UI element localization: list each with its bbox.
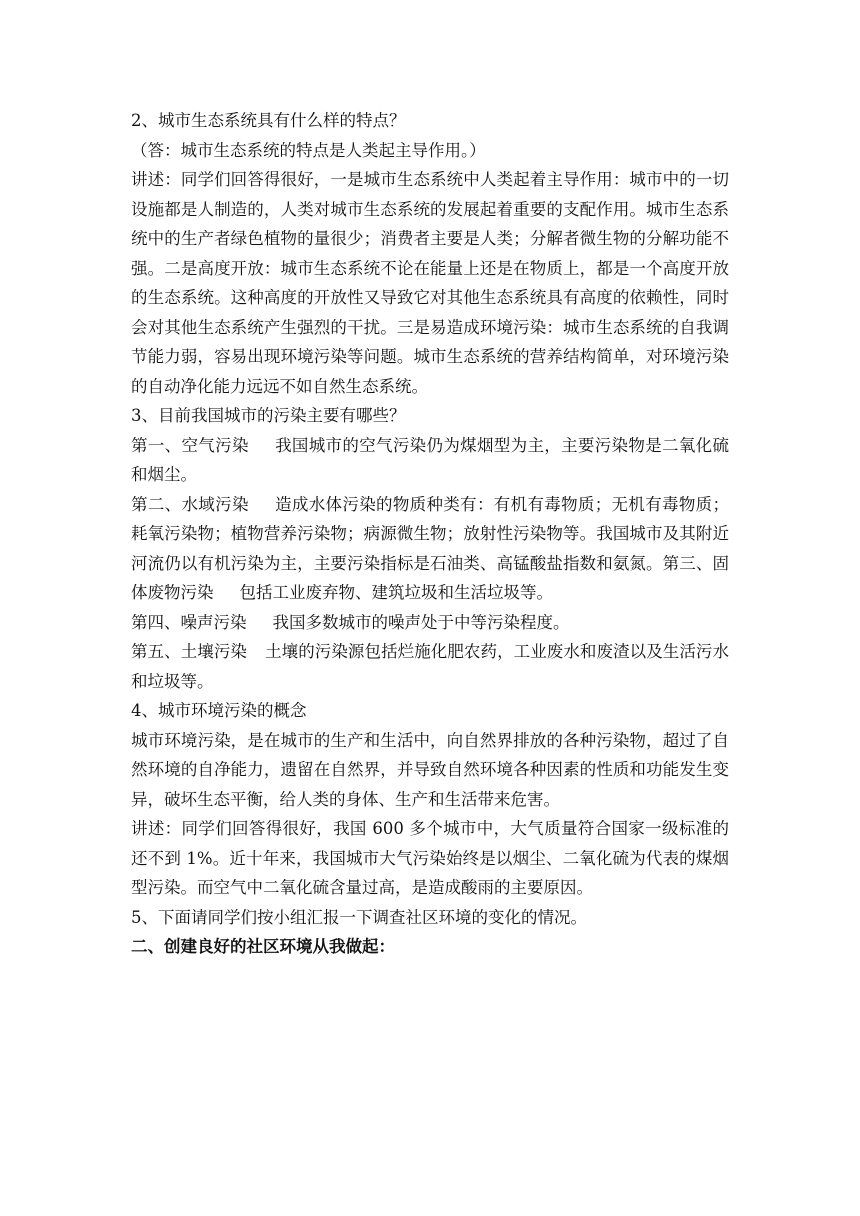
pollution-label-air: 第一、空气污染 bbox=[131, 435, 249, 455]
question-3-title: 3、目前我国城市的污染主要有哪些？ bbox=[131, 406, 406, 425]
pollution-label-water: 第二、水域污染 bbox=[131, 494, 249, 514]
pollution-item-water bbox=[131, 490, 729, 608]
pollution-text-noise: 我国多数城市的噪声处于中等污染程度。 bbox=[272, 612, 570, 632]
pollution-text-air: 我国城市的空气污染仍为煤烟型为主，主要污染物是二氧化硫和烟尘。 bbox=[131, 435, 730, 484]
pollution-label-noise: 第四、噪声污染 bbox=[131, 612, 247, 632]
pollution-label-soil: 第五、土壤污染 bbox=[131, 642, 247, 661]
question-5-title: 5、下面请同学们按小组汇报一下调查社区环境的变化的情况。 bbox=[131, 907, 587, 927]
pollution-text-soil: 土壤的污染源包括烂施化肥农药，工业废水和废渣以及生活污水和垃圾等。 bbox=[131, 642, 729, 691]
question-4-definition: 城市环境污染，是在城市的生产和生活中，向自然界排放的各种污染物，超过了自然环境的自净能力，遗留在自然界，并导致自然环境各种因素的性质和功能发生变异，破坏生态平衡，给人类的身体、生产和生活带来危害。 bbox=[131, 730, 729, 809]
document-page bbox=[131, 106, 729, 962]
pollution-text-solid-waste: 包括工业废弃物、建筑垃圾和生活垃圾等。 bbox=[239, 583, 553, 602]
pollution-item-soil bbox=[131, 637, 729, 696]
section-2-heading: 二、创建良好的社区环境从我做起： bbox=[131, 937, 395, 956]
pollution-item-noise bbox=[131, 608, 729, 638]
question-2-answer: （答：城市生态系统的特点是人类起主导作用。） bbox=[131, 140, 486, 160]
pollution-text-water: 造成水体污染的物质种类有：有机有毒物质；无机有毒物质；耗氧污染物；植物营养污染物；病源微生物；放射性污染物等。我国城市及其附近河流仍以有机污染为主，主要污染指标是石油类、高锰酸盐指数和氨氮。第三、固体废物污染 bbox=[131, 494, 730, 602]
pollution-item-air bbox=[131, 431, 729, 490]
question-4-explanation: 讲述：同学们回答得很好，我国 600 多个城市中，大气质量符合国家一级标准的还不到 1%。近十年来，我国城市大气污染始终是以烟尘、二氧化硫为代表的煤烟型污染。而空气中二氧化硫含量过高，是造成酸雨的主要原因。 bbox=[131, 819, 729, 897]
question-2-explanation: 讲述：同学们回答得很好，一是城市生态系统中人类起着主导作用：城市中的一切设施都是人制造的，人类对城市生态系统的发展起着重要的支配作用。城市生态系统中的生产者绿色植物的量很少；消费者主要是人类；分解者微生物的分解功能不强。二是高度开放：城市生态系统不论在能量上还是在物质上，都是一个高度开放的生态系统。这种高度的开放性又导致它对其他生态系统具有高度的依赖性，同时会对其他生态系统产生强烈的干扰。三是易造成环境污染：城市生态系统的自我调节能力弱，容易出现环境污染等问题。城市生态系统的营养结构简单，对环境污染的自动净化能力远远不如自然生态系统。 bbox=[131, 170, 729, 396]
question-2-title: 2、城市生态系统具有什么样的特点？ bbox=[131, 111, 406, 130]
question-4-title: 4、城市环境污染的概念 bbox=[131, 701, 307, 720]
